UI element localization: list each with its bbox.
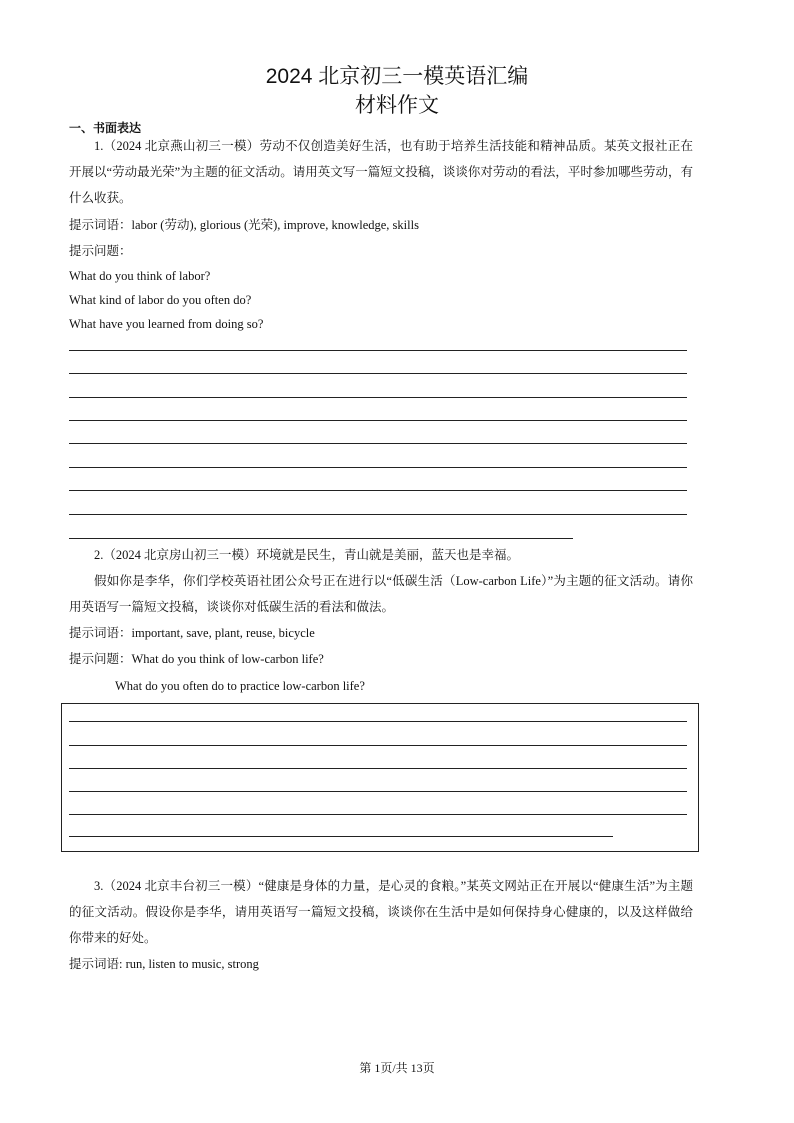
answer-line: [69, 373, 687, 374]
answer-line: [69, 836, 613, 837]
q2-prompt: 2.（2024 北京房山初三一模）环境就是民生，青山就是美丽，蓝天也是幸福。: [94, 548, 520, 562]
answer-line: [69, 768, 687, 769]
q1-question-1: What do you think of labor?: [69, 269, 211, 283]
answer-line: [69, 721, 687, 722]
q1-hint-questions-label: 提示问题：: [69, 244, 132, 258]
q2-hint-question-2: What do you often do to practice low-carbon life?: [115, 679, 365, 693]
document-title: 2024 北京初三一模英语汇编: [265, 65, 529, 88]
answer-line: [69, 814, 687, 815]
answer-line: [69, 490, 687, 491]
answer-line: [69, 443, 687, 444]
answer-line: [69, 420, 687, 421]
answer-line: [69, 514, 687, 515]
page-indicator: 第 1页/共 13页: [359, 1061, 435, 1075]
q1-hint-words: 提示词语：labor (劳动), glorious (光荣), improve, knowledge, skills: [69, 218, 419, 232]
answer-line: [69, 397, 687, 398]
q3-prompt: 3.（2024 北京丰台初三一模）“健康是身体的力量，是心灵的食粮。”某英文网站正在开展以“健康生活”为主题的征文活动。假设你是李华，请用英语写一篇短文投稿，谈谈你在生活中是如何保持身心健康的，以及这样做给你带来的好处。: [69, 879, 693, 945]
document-subtitle: 材料作文: [355, 94, 439, 117]
q2-hint-question-1: 提示问题：What do you think of low-carbon life?: [69, 652, 324, 666]
q2-scenario: 假如你是李华，你们学校英语社团公众号正在进行以“低碳生活（Low-carbon Life）”为主题的征文活动。请你用英语写一篇短文投稿，谈谈你对低碳生活的看法和做法。: [69, 574, 693, 614]
answer-line: [69, 350, 687, 351]
q1-question-2: What kind of labor do you often do?: [69, 293, 252, 307]
q2-answer-box: [61, 703, 699, 852]
q1-prompt: 1.（2024 北京燕山初三一模）劳动不仅创造美好生活，也有助于培养生活技能和精神品质。某英文报社正在开展以“劳动最光荣”为主题的征文活动。请用英文写一篇短文投稿，谈谈你对劳动的看法，平时参加哪些劳动，有什么收获。: [69, 139, 693, 205]
section-heading: 一、书面表达: [69, 121, 142, 135]
answer-line: [69, 467, 687, 468]
q3-hint-words: 提示词语: run, listen to music, strong: [69, 957, 259, 971]
answer-line: [69, 791, 687, 792]
answer-line: [69, 538, 573, 539]
q2-hint-words: 提示词语：important, save, plant, reuse, bicycle: [69, 626, 315, 640]
answer-line: [69, 745, 687, 746]
q1-question-3: What have you learned from doing so?: [69, 317, 264, 331]
